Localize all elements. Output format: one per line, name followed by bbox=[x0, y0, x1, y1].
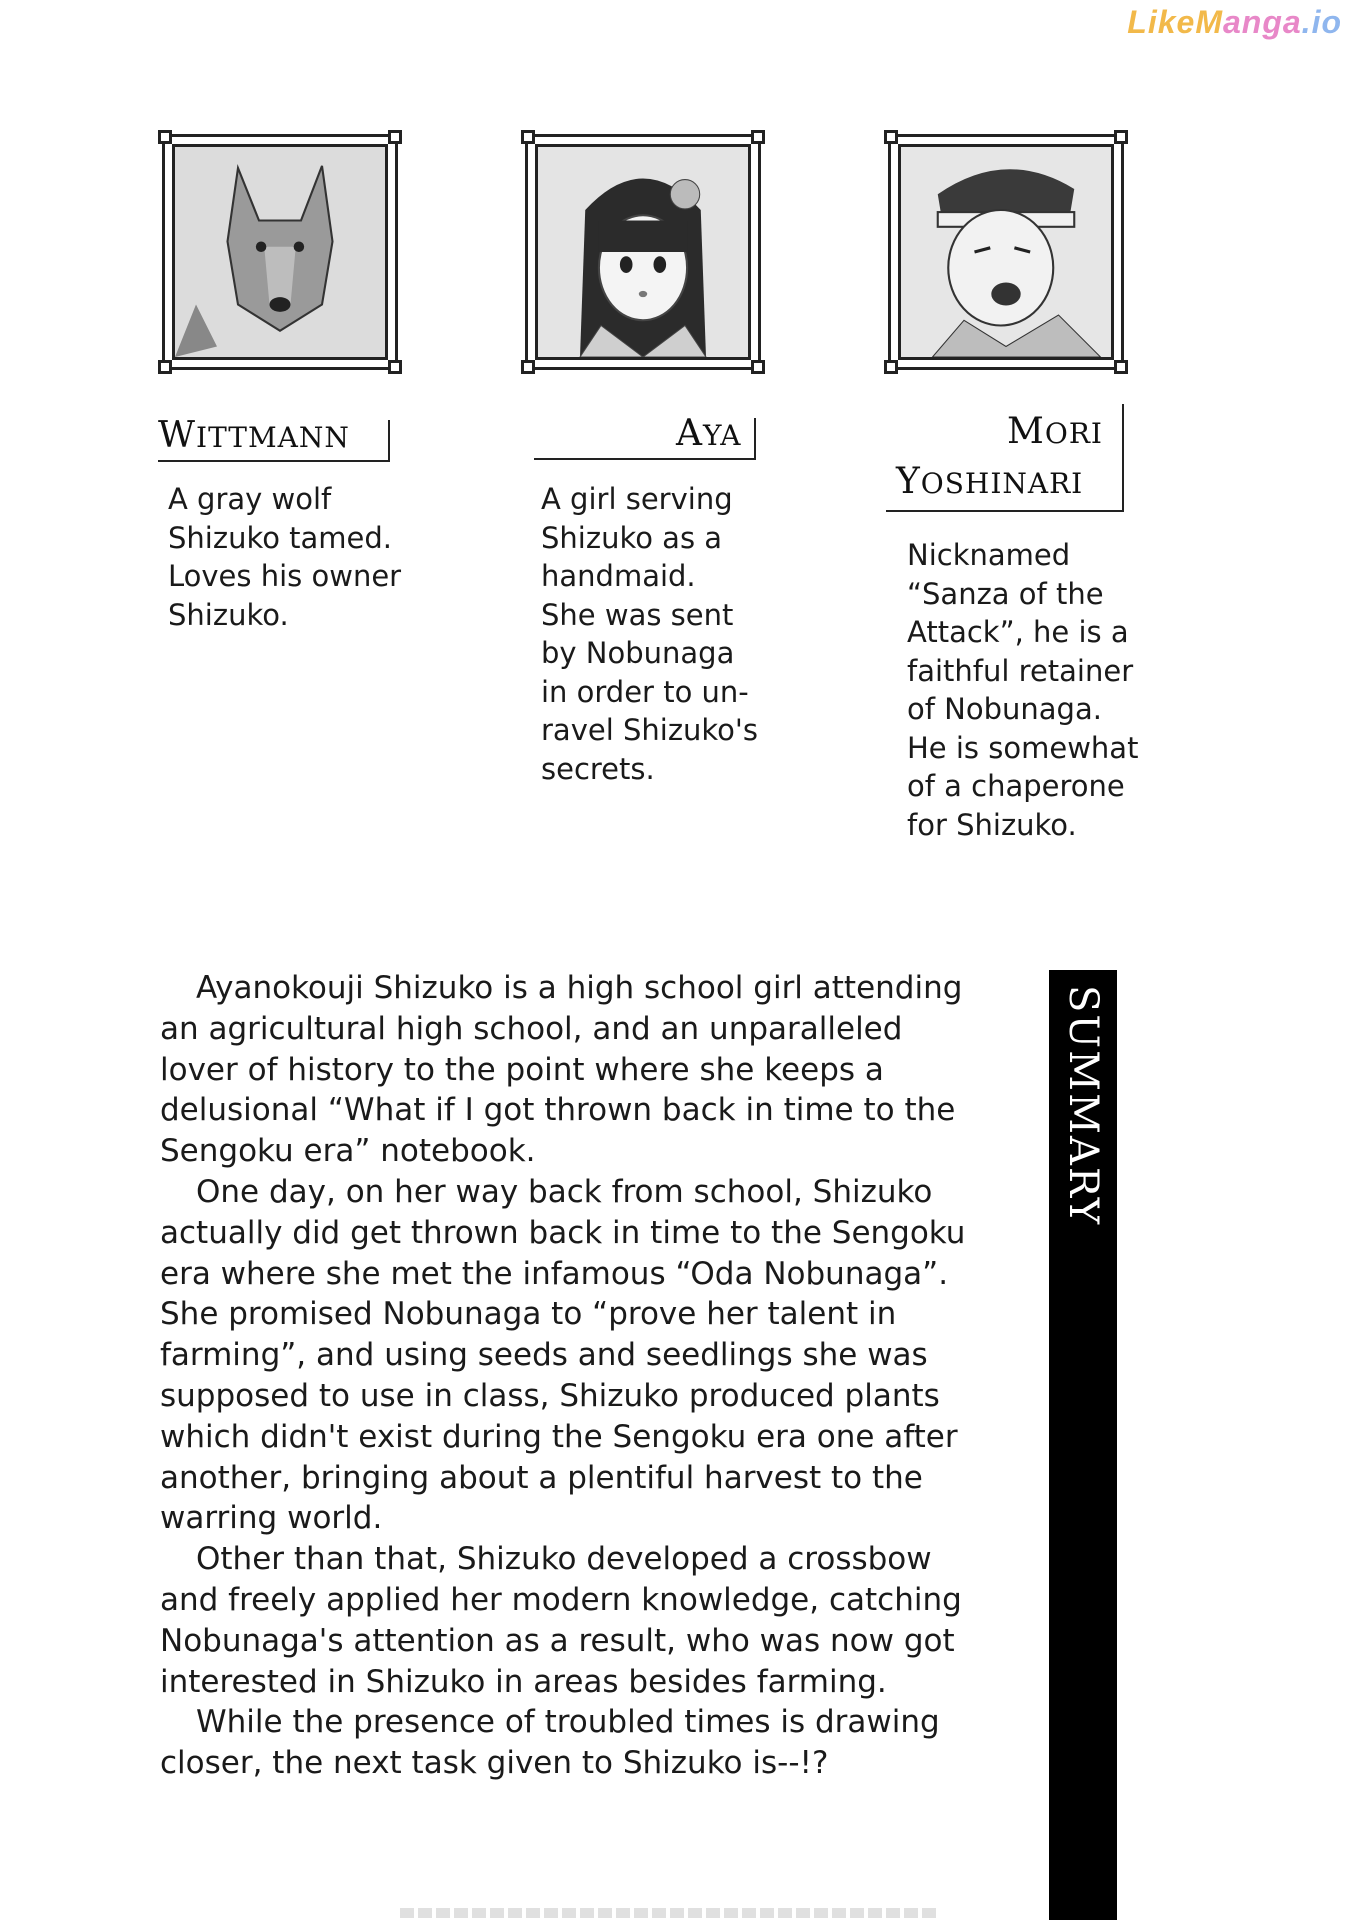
summary-body bbox=[160, 968, 980, 1784]
character-description-mori: Nicknamed “Sanza of the Attack”, he is a faithful retainer of Nobunaga. He is somewhat of a chaperone for Shizuko. bbox=[907, 538, 1139, 842]
watermark-part-b: anga bbox=[1222, 4, 1302, 40]
character-description-aya: A girl serving Shizuko as a handmaid. She was sent by Nobunaga in order to un- ravel Shizuko's secrets. bbox=[541, 482, 759, 786]
summary-paragraph: While the presence of troubled times is drawing closer, the next task given to Shizuko is--!? bbox=[160, 1704, 940, 1782]
man-illustration bbox=[901, 147, 1111, 357]
name-side-rule bbox=[754, 418, 756, 460]
character-name-yoshinari: YOSHINARI bbox=[896, 461, 1084, 502]
girl-portrait bbox=[525, 134, 761, 370]
summary-paragraph: Ayanokouji Shizuko is a high school girl attending an agricultural high school, and an unparalleled lover of history to the point where she keeps a delusional “What if I got thrown back in time to the Sengoku era” notebook. bbox=[160, 970, 963, 1170]
wolf-portrait bbox=[162, 134, 398, 370]
site-watermark bbox=[1127, 4, 1342, 41]
man-portrait bbox=[888, 134, 1124, 370]
character-description-wittmann: A gray wolf Shizuko tamed. Loves his owner Shizuko. bbox=[168, 482, 402, 632]
summary-paragraph: Other than that, Shizuko developed a crossbow and freely applied her modern knowledge, catching Nobunaga's attention as a result, who was now got interested in Shizuko in areas besides farming. bbox=[160, 1541, 962, 1700]
name-underline bbox=[534, 458, 756, 460]
name-underline bbox=[158, 460, 390, 462]
character-name-aya: AYA bbox=[676, 413, 742, 454]
summary-paragraph: One day, on her way back from school, Shizuko actually did get thrown back in time to the Sengoku era where she met the infamous “Oda Nobunaga”. She promised Nobunaga to “prove her talent in farming”, and using seeds and seedlings she was supposed to use in class, Shizuko produced plants which didn't exist during the Sengoku era one after another, bringing about a plentiful harvest to the warring world. bbox=[160, 1173, 966, 1537]
girl-illustration bbox=[538, 147, 748, 357]
name-side-rule bbox=[388, 420, 390, 462]
name-underline bbox=[886, 510, 1124, 512]
summary-label: SUMMARY bbox=[1060, 985, 1106, 1227]
name-side-rule bbox=[1122, 404, 1124, 512]
character-name-wittmann: WITTMANN bbox=[158, 415, 350, 456]
character-name-mori: MORI bbox=[1007, 411, 1103, 452]
watermark-part-c: .io bbox=[1301, 4, 1342, 40]
wolf-illustration bbox=[175, 147, 385, 357]
watermark-part-a: LikeM bbox=[1127, 4, 1223, 40]
bottom-bleed-text bbox=[400, 1908, 940, 1918]
